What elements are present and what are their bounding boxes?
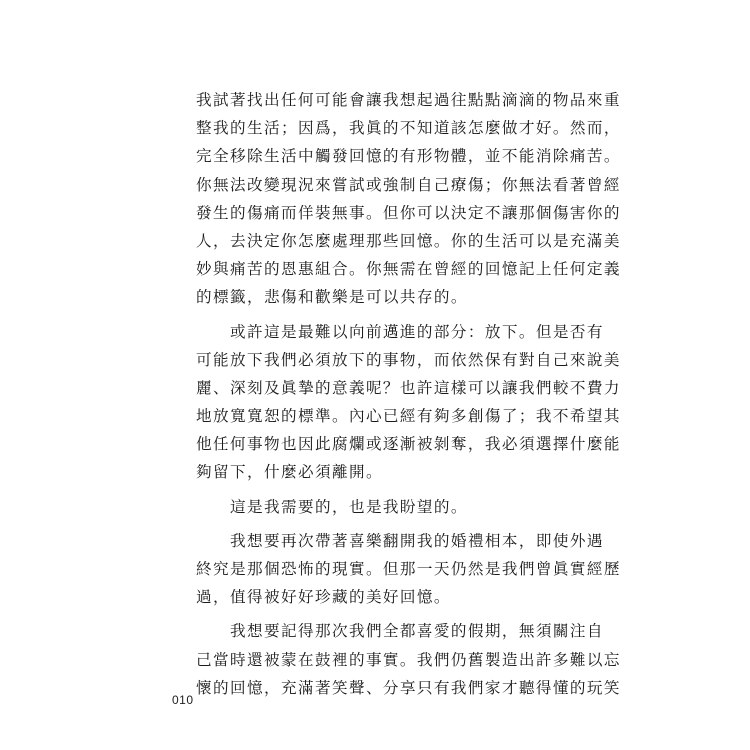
text-line: 人，去決定你怎麼處理那些回憶。你的生活可以是充滿美	[196, 231, 621, 250]
text-line: 或許這是最難以向前邁進的部分：放下。但是否有	[196, 322, 604, 341]
text-line: 夠留下，什麼必須離開。	[196, 463, 383, 482]
text-line: 整我的生活；因爲，我眞的不知道該怎麼做才好。然而，	[196, 119, 621, 138]
text-line: 懷的回憶，充滿著笑聲、分享只有我們家才聽得懂的玩笑	[196, 678, 621, 697]
text-line: 發生的傷痛而佯裝無事。但你可以決定不讓那個傷害你的	[196, 203, 621, 222]
text-line: 終究是那個恐怖的現實。但那一天仍然是我們曾眞實經歷	[196, 560, 621, 578]
text-line: 妙與痛苦的恩惠組合。你無需在曾經的回憶記上任何定義	[196, 260, 621, 279]
text-line: 麗、深刻及眞摯的意義呢？也許這樣可以讓我們較不費力	[196, 378, 621, 397]
text-line: 可能放下我們必須放下的事物，而依然保有對自己來說美	[196, 350, 621, 369]
paragraph	[196, 86, 621, 312]
text-line: 我想要再次帶著喜樂翻開我的婚禮相本，即使外遇	[196, 531, 604, 550]
body-text	[196, 86, 621, 708]
paragraph	[196, 527, 621, 612]
text-line: 過，值得被好好珍藏的美好回憶。	[196, 588, 451, 607]
page-number: 010	[172, 693, 194, 707]
text-line: 你無法改變現況來嘗試或強制自己療傷；你無法看著曾經	[196, 175, 621, 194]
paragraph	[196, 617, 621, 702]
text-line: 的標籤，悲傷和歡樂是可以共存的。	[196, 288, 468, 307]
text-line: 我想要記得那次我們全都喜愛的假期，無須關注自	[196, 622, 604, 641]
text-line: 地放寬寬恕的標準。內心已經有夠多創傷了；我不希望其	[196, 407, 621, 426]
text-line: 他任何事物也因此腐爛或逐漸被剝奪，我必須選擇什麼能	[196, 435, 621, 454]
text-line: 完全移除生活中觸發回憶的有形物體，並不能消除痛苦。	[196, 147, 621, 166]
paragraph	[196, 493, 566, 521]
text-line: 我試著找出任何可能會讓我想起過往點點滴滴的物品來重	[196, 91, 621, 109]
paragraph	[196, 318, 621, 487]
text-line: 這是我需要的，也是我盼望的。	[196, 497, 468, 516]
text-line: 己當時還被蒙在鼓裡的事實。我們仍舊製造出許多難以忘	[196, 650, 621, 669]
